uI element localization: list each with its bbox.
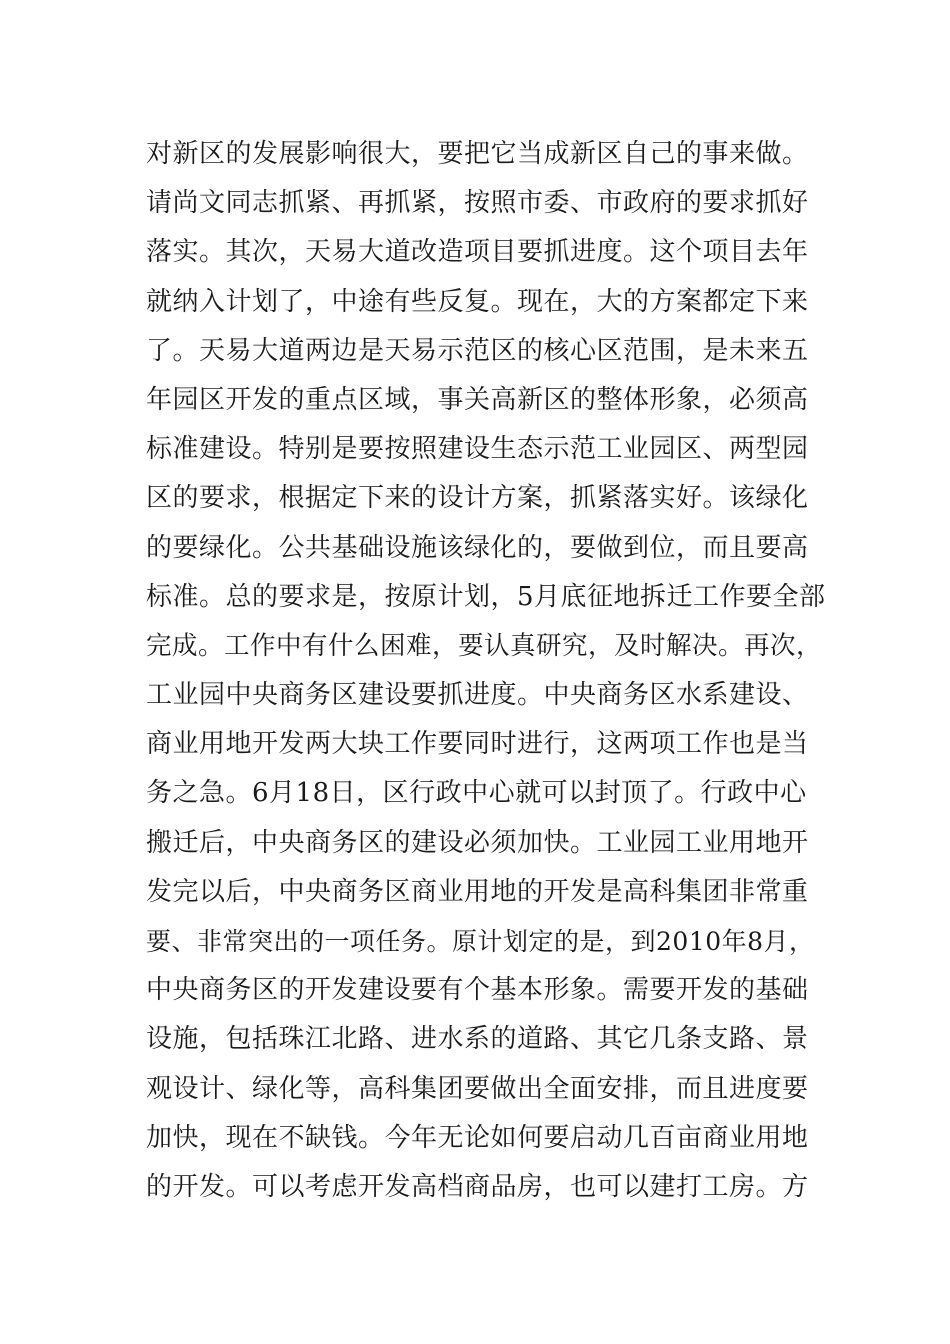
text-line: 工业园中央商务区建设要抓进度。中央商务区水系建设、 bbox=[146, 680, 809, 711]
text-line: 中央商务区的开发建设要有个基本形象。需要开发的基础 bbox=[146, 975, 809, 1006]
text-line: 商业用地开发两大块工作要同时进行，这两项工作也是当 bbox=[146, 729, 809, 760]
text-line: 搬迁后，中央商务区的建设必须加快。工业园工业用地开 bbox=[146, 827, 809, 858]
text-line: 对新区的发展影响很大，要把它当成新区自己的事来做。 bbox=[146, 139, 809, 169]
text-line: 务之急。6月18日，区行政中心就可以封顶了。行政中心 bbox=[146, 778, 807, 809]
text-line: 设施，包括珠江北路、进水系的道路、其它几条支路、景 bbox=[146, 1024, 809, 1055]
text-line: 的开发。可以考虑开发高档商品房，也可以建打工房。方 bbox=[146, 1171, 809, 1202]
text-line: 标准。总的要求是，按原计划，5月底征地拆迁工作要全部 bbox=[146, 581, 826, 612]
text-line: 发完以后，中央商务区商业用地的开发是高科集团非常重 bbox=[146, 876, 809, 907]
text-line: 观设计、绿化等，高科集团要做出全面安排，而且进度要 bbox=[146, 1073, 809, 1104]
text-line: 年园区开发的重点区域，事关高新区的整体形象，必须高 bbox=[146, 384, 809, 415]
text-line: 标准建设。特别是要按照建设生态示范工业园区、两型园 bbox=[146, 434, 809, 465]
text-line: 加快，现在不缺钱。今年无论如何要启动几百亩商业用地 bbox=[146, 1122, 809, 1153]
text-line: 完成。工作中有什么困难，要认真研究，及时解决。再次， bbox=[146, 630, 823, 661]
text-line: 了。天易大道两边是天易示范区的核心区范围，是未来五 bbox=[146, 335, 809, 366]
text-line: 落实。其次，天易大道改造项目要抓进度。这个项目去年 bbox=[146, 237, 809, 268]
text-line: 就纳入计划了，中途有些反复。现在，大的方案都定下来 bbox=[146, 286, 809, 317]
text-line: 区的要求，根据定下来的设计方案，抓紧落实好。该绿化 bbox=[146, 483, 809, 514]
text-line: 请尚文同志抓紧、再抓紧，按照市委、市政府的要求抓好 bbox=[146, 188, 809, 219]
body-text bbox=[146, 130, 826, 1212]
text-line: 要、非常突出的一项任务。原计划定的是，到2010年8月， bbox=[146, 927, 815, 956]
text-line: 的要绿化。公共基础设施该绿化的，要做到位，而且要高 bbox=[146, 532, 809, 563]
